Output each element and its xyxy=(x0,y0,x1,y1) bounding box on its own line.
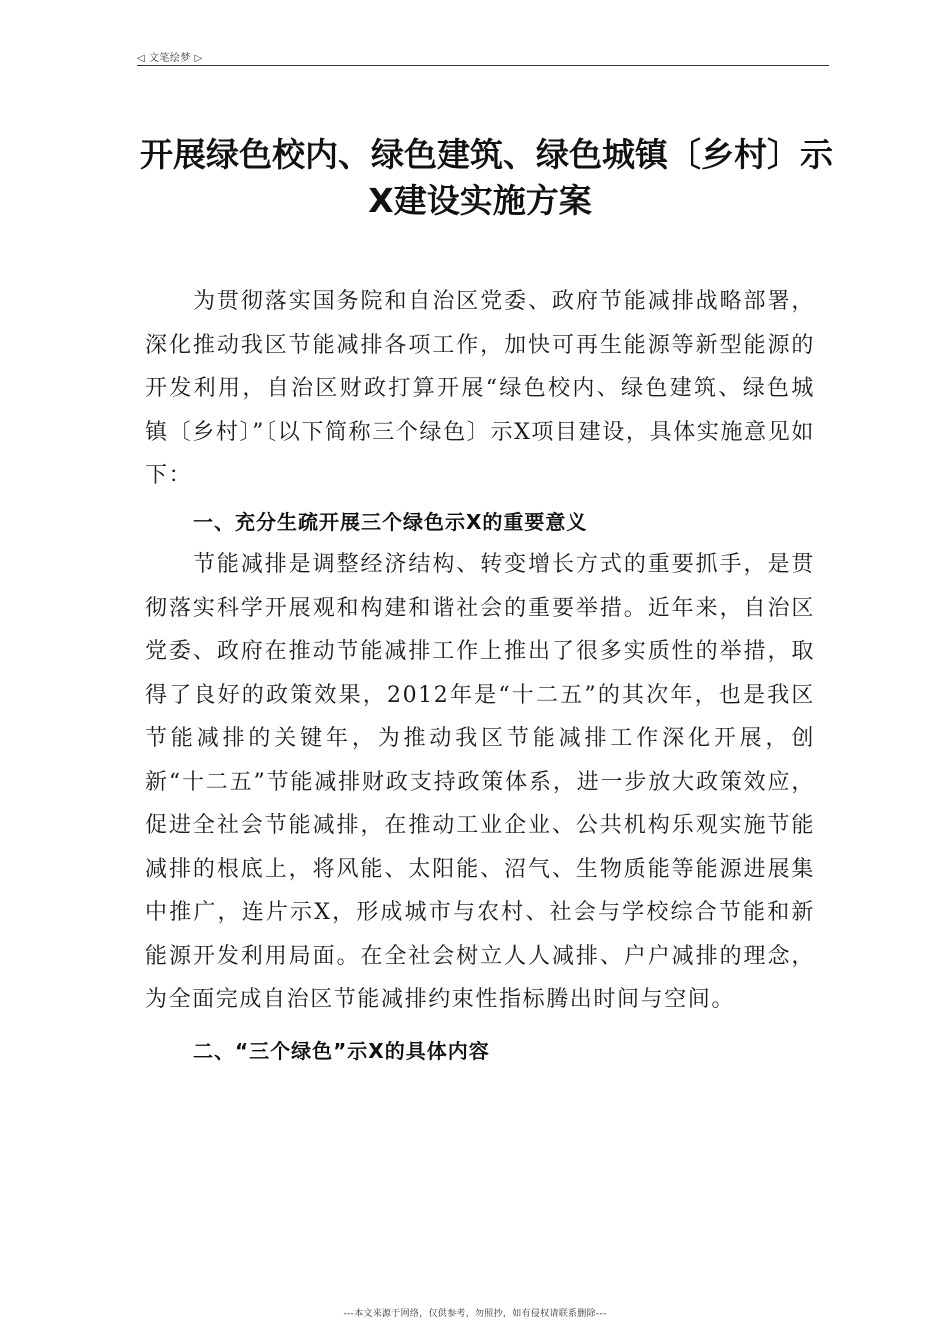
document-title xyxy=(140,132,833,224)
footer-disclaimer: ---本文来源于网络，仅供参考，勿照抄，如有侵权请联系删除--- xyxy=(343,1309,607,1319)
title-line-1: 开展绿色校内、绿色建筑、绿色城镇〔乡村〕示 xyxy=(140,135,833,174)
section-1-paragraph: 节能减排是调整经济结构、转变增长方式的重要抓手，是贯彻落实科学开展观和构建和谐社会的重要举措。近年来，自治区党委、政府在推动节能减排工作上推出了很多实质性的举措，取得了良好的政策效果，2012年是“十二五”的其次年，也是我区节能减排的关键年，为推动我区节能减排工作深化开展，创新“十二五”节能减排财政支持政策体系，进一步放大政策效应，促进全社会节能减排，在推动工业企业、公共机构乐观实施节能减排的根底上，将风能、太阳能、沼气、生物质能等能源进展集中推广，连片示X，形成城市与农村、社会与学校综合节能和新能源开发利用局面。在全社会树立人人减排、户户减排的理念，为全面完成自治区节能减排约束性指标腾出时间与空间。 xyxy=(145,552,815,1012)
section-1-heading: 一、充分生疏开展三个绿色示X的重要意义 xyxy=(193,510,588,534)
header-text: ◁ 文笔绘梦 ▷ xyxy=(137,53,203,64)
title-line-2: X建设实施方案 xyxy=(368,181,592,220)
page-header xyxy=(137,47,829,66)
section-2-heading: 二、“三个绿色”示X的具体内容 xyxy=(193,1039,490,1063)
intro-paragraph: 为贯彻落实国务院和自治区党委、政府节能减排战略部署，深化推动我区节能减排各项工作，加快可再生能源等新型能源的开发利用，自治区财政打算开展“绿色校内、绿色建筑、绿色城镇〔乡村〕”〔以下简称三个绿色〕示X项目建设，具体实施意见如下： xyxy=(145,289,815,488)
